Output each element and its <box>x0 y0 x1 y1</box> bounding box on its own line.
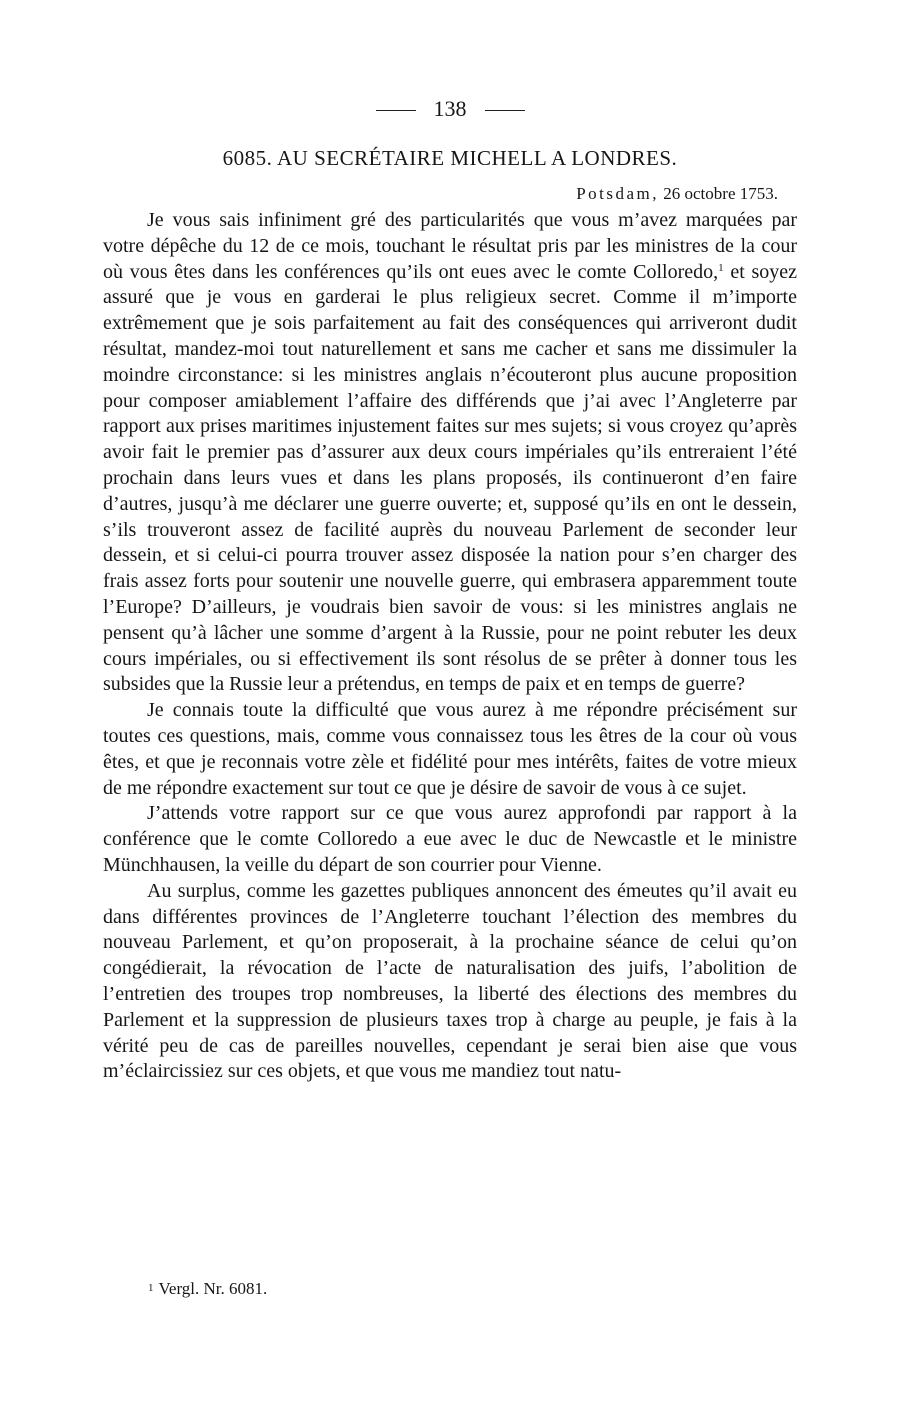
paragraph-3: J’attends votre rapport sur ce que vous aurez approfondi par rapport à la conférence que le comte Colloredo a eue avec le duc de Newcastle et le ministre Münchhausen, la veille du départ de son courrier pour Vienne. <box>103 802 797 876</box>
dateline-place: Potsdam, <box>576 184 660 203</box>
paragraph-1 <box>103 208 797 698</box>
footnote <box>148 1279 267 1299</box>
letter-body <box>103 208 797 1085</box>
footnote-text: Vergl. Nr. 6081. <box>158 1279 268 1298</box>
page-number-rule-right <box>485 110 525 111</box>
paragraph-4: Au surplus, comme les gazettes publiques annoncent des émeutes qu’il avait eu dans différentes provinces de l’Angleterre touchant l’élection des membres du nouveau Parlement, et qu’on proposerait, à la prochaine séance de celui qu’on congédierait, la révocation de l’acte de naturalisation des juifs, l’abolition de l’entretien des troupes trop nombreuses, la liberté des élections des membres du Parlement et la suppression de plusieurs taxes trop à charge au peuple, je fais à la vérité peu de cas de pareilles nouvelles, cependant je serai bien aise que vous m’éclaircissiez sur ces objets, et que vous me mandiez tout natu- <box>103 879 797 1083</box>
footnote-reference: 1 <box>718 261 724 274</box>
paragraph-1-part-b: et soyez assuré que je vous en garderai le plus religieux secret. Comme il m’importe extrêmement que je sois parfaitement au fait des conséquences qui arriveront dudit résultat, mandez-moi tout naturellement et sans me cacher et sans me dissimuler la moindre circonstance: si les ministres anglais n’écouteront plus aucune proposition pour composer amiablement l’affaire des différends que j’ai avec l’Angleterre par rapport aux prises maritimes injustement faites sur mes sujets; si vous croyez qu’après avoir fait le premier pas d’assurer aux deux cours impériales qu’ils entreraient l’été prochain dans leurs vues et dans les plans proposés, ils continueront d’en faire d’autres, jusqu’à me déclarer une guerre ouverte; et, supposé qu’ils en ont le dessein, s’ils trouveront assez de facilité auprès du nouveau Parlement de seconder leur dessein, et si celui-ci pourra trouver assez disposée la nation pour s’en charger des frais assez forts pour soutenir une nouvelle guerre, qui embrasera apparemment toute l’Europe? D’ailleurs, je voudrais bien savoir de vous: si les ministres anglais ne pensent qu’à lâcher une somme d’argent à la Russie, pour ne point rebuter les deux cours impériales, ou si effectivement ils sont résolus de se prêter à donner tous les subsides que la Russie leur a prétendus, en temps de paix et en temps de guerre? <box>103 260 797 696</box>
page-number <box>0 96 900 122</box>
page-number-value: 138 <box>433 96 467 121</box>
page-number-rule-left <box>376 110 416 111</box>
dateline <box>576 184 778 204</box>
dateline-date: 26 octobre 1753. <box>663 184 778 203</box>
letter-heading: 6085. AU SECRÉTAIRE MICHELL A LONDRES. <box>222 146 678 170</box>
paragraph-1-part-a: Je vous sais infiniment gré des particularités que vous m’avez marquées par votre dépêche du 12 de ce mois, touchant le résultat pris par les ministres de la cour où vous êtes dans les conférences qu’ils ont eues avec le comte Colloredo, <box>103 209 797 283</box>
footnote-mark: 1 <box>148 1282 154 1294</box>
paragraph-2: Je connais toute la difficulté que vous aurez à me répondre précisément sur toutes ces questions, mais, comme vous connaissez tous les êtres de la cour où vous êtes, et que je reconnais votre zèle et fidélité pour mes intérêts, faites de votre mieux de me répondre exactement sur tout ce que je désire de savoir de vous à ce sujet. <box>103 699 797 799</box>
